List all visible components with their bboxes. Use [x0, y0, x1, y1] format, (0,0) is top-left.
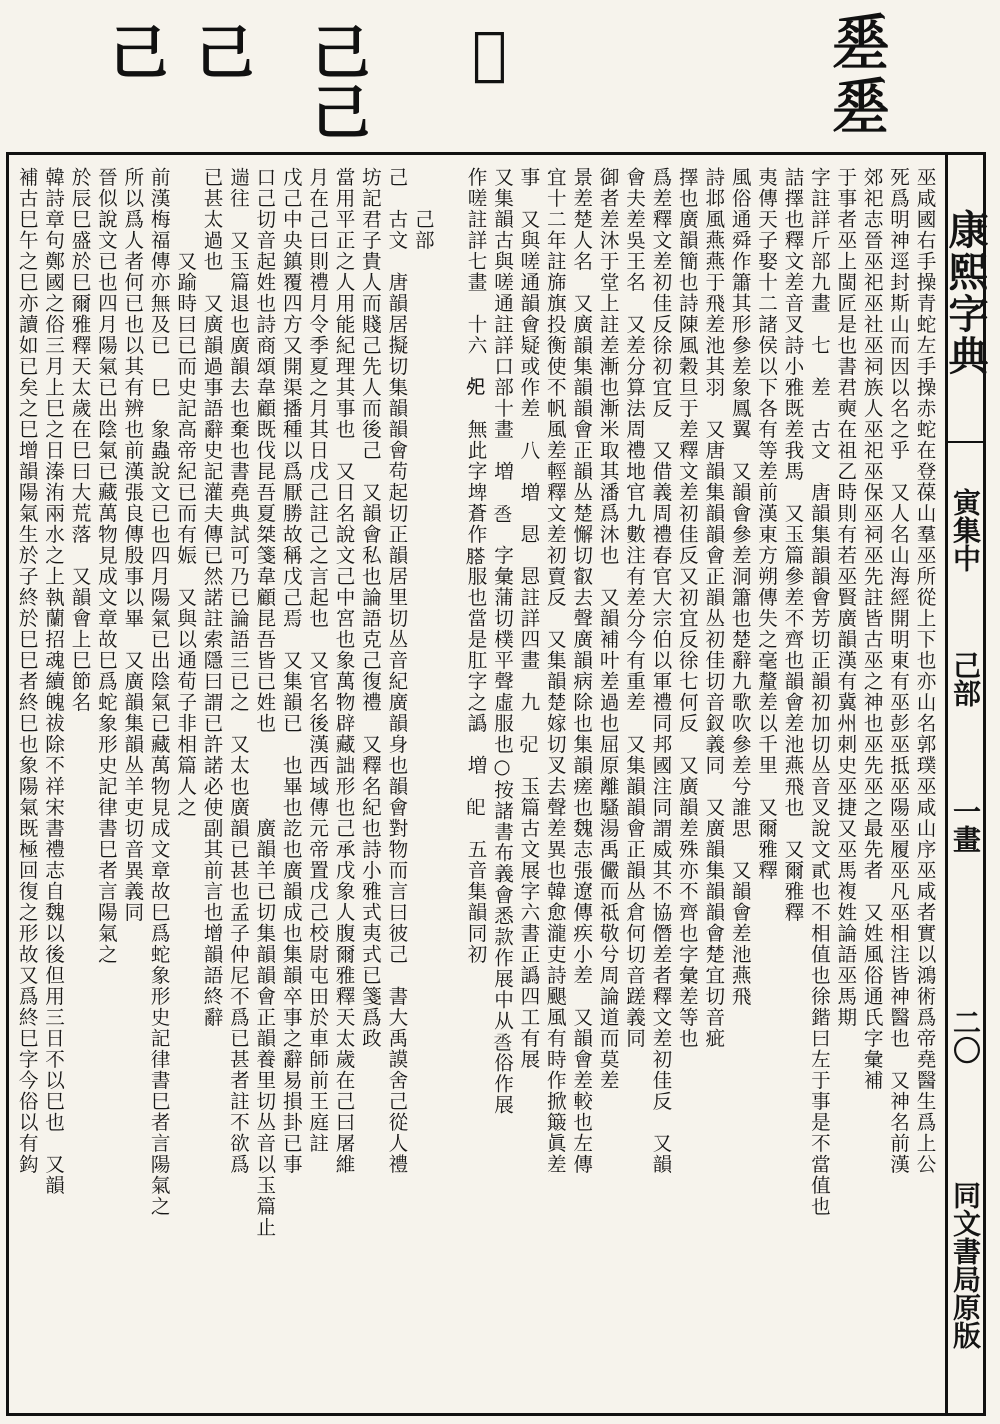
text-column: 口己切音起姓也詩商頌韋顧既伐昆吾夏桀箋韋顧昆吾皆已姓也 廣韻羊已切集韻韻會正韻養里切丛音以玉篇止: [252, 167, 276, 1238]
text-column: 韓詩章句鄭國之俗三月上巳之日溱洧兩水之上執蘭招魂續魄祓除不祥宋書禮志自魏以後但用三日不以巳也 又韻: [41, 167, 65, 1196]
page-frame: [6, 152, 989, 1416]
text-column: 死爲明神逕封斯山而因以名之乎 又人名山海經開明東有巫彭巫抵巫陽巫履巫凡巫相注皆神醫也 又神名前漢: [886, 167, 910, 1175]
text-column: 所以爲人者何已也以其有辨也前漢張良傳殷事以畢 又廣韻集韻丛羊吏切音異義同: [120, 167, 144, 923]
text-column: 於辰巳盛於巳爾雅釋天太歲在巳曰大荒落 又韻會上巳節名: [68, 167, 91, 713]
text-column: 會夫差吳王名 又差分算法周禮地官九數注有差分今有重差 又集韻韻會正韻丛倉何切音蹉義同: [622, 167, 646, 1049]
text-column: 巫咸國右手操青蛇左手操赤蛇在登葆山羣巫所從上下也亦山名郭璞巫咸山序巫咸者實以鴻術爲帝堯醫生爲上公: [913, 167, 936, 1175]
seal-glyph-top-left-4: 己: [110, 19, 169, 87]
sidebar-page-number: 二〇: [949, 1008, 982, 1064]
sidebar-divider-1: [948, 441, 983, 443]
seal-glyph-top-right-2: 𢀩: [831, 73, 890, 141]
text-column: 字註詳斤部九畫 七 差 古文 唐韻集韻韻會芳切正韻初加切丛音叉說文貳也不相值也徐鍇曰左于事是不當值也: [807, 167, 831, 1217]
text-column: 擇也廣韻簡也詩陳風穀旦于差釋文差初佳反又初宜反徐七何反 又廣韻差殊亦不齊也字彙差等也: [675, 167, 699, 1049]
text-column: 夷傳天子娶十二諸侯以下各有等差前漢東方朔傳失之毫釐差以千里 又爾雅釋: [754, 167, 778, 881]
page-sidebar: [942, 155, 989, 1413]
sidebar-publisher: 同文書局原版: [949, 1181, 982, 1349]
sidebar-section: 寅集中: [949, 488, 982, 572]
text-column: 又集韻古與嗟通註詳口部十畫 増 𢀷 字彙蒲切樸平聲虛服也○按諸書布義會悉款作展中从𢀷俗作展: [490, 167, 514, 1116]
text-column: 事 又與嗟通韻會疑或作差 八 増 㤙 㤙註詳四畫 九 𢀶 玉篇古文展字六書正譌四工有展: [516, 167, 540, 1070]
text-column: 晉似說文已也四月陽氣已出陰氣已藏萬物見成文章故巳爲蛇象形史記律書巳者言陽氣之: [94, 167, 118, 965]
dictionary-text-body: [9, 155, 947, 1413]
text-column: 己 古文 唐韻居擬切集韻韻會苟起切正韻居里切丛音紀廣韻身也韻會對物而言曰彼己 書大禹謨舍己從人禮: [384, 167, 408, 1175]
seal-glyph-top-right-1: 𢀩: [831, 9, 890, 77]
seal-glyph-top-left-3: 己: [196, 19, 255, 87]
text-column: 前漢梅福傳亦無及已 巳 象蟲說文已也四月陽氣已出陰氣已藏萬物見成文章故巳爲蛇象形史記律書巳者言陽氣之: [147, 167, 171, 1217]
text-column: 月在己曰則禮月令季夏之月其日戊己註己之言起也 又官名後漢西域傳元帝置戊己校尉屯田於車師前王庭註: [305, 167, 329, 1154]
text-column: 補古巳午之巳亦讀如已矣之巳增韻陽氣生於子終於巳巳者終巳也象陽氣既極回復之形故又爲終巳字今俗以有鈎: [15, 167, 39, 1175]
text-column: [437, 167, 463, 1405]
text-column: 爲差釋文差初佳反徐初宜反 又借義周禮春官大宗伯以軍禮同邦國注同謂威其不協僭差者釋文差初佳反 又韻: [648, 167, 672, 1175]
text-column: 詩邶風燕燕于飛差池其羽 又唐韻集韻韻會正韻丛初佳切音釵義同 又廣韻集韻韻會楚宜切音疵: [701, 167, 725, 1049]
text-column: 當用平正之人用能紀理其事也 又日名說文己中宮也象萬物辟藏詘形也己承戊象人腹爾雅釋天太歲在己曰屠維: [332, 167, 356, 1175]
sidebar-radical: 己部: [949, 651, 982, 707]
text-column: 宜十二年註旆旗投衡使不帆風差輕釋文差初賣反 又集韻楚嫁切叉去聲差異也韓愈瀧吏詩颶風有時作掀簸眞差: [543, 167, 567, 1175]
text-column: 已甚太過也 又廣韻過事語辭史記灌夫傳已然諾註索隱曰謂已許諾必使副其前言也增韻語終辭: [200, 167, 224, 1028]
text-column: 遄往 又玉篇退也廣韻去也棄也書堯典試可乃已論語三已之 又太也廣韻已甚也孟子仲尼不爲已甚者註不欲爲: [226, 167, 250, 1175]
sidebar-strokes: 一畫: [949, 797, 982, 853]
text-column: 風俗通舜作簫其形參差象鳳翼 又韻會參差洞簫也楚辭九歌吹參差兮誰思 又韻會差池燕飛: [728, 167, 752, 1007]
text-column: 戊己中央鎮覆四方又開渠播種以爲厭勝故稱戊己焉 又集韻已 也畢也訖也廣韻成也集韻卒事之辭易損卦已事: [279, 167, 303, 1175]
text-column: 又踰時曰已而史記高帝紀已而有娠 又與以通荀子非相篇人之: [173, 167, 197, 818]
text-column: 御者差沐于堂上註差漸也漸米取其潘爲沐也 又韻補叶差過也屈原離騷湯禹儼而祗敬兮周論道而莫差: [596, 167, 620, 1091]
text-column: 景差楚人名 又廣韻集韻韻會正韻丛楚懈切叡去聲廣韻病除也集韻瘥也魏志張遼傳疾小差 又韻會差較也左傳: [569, 167, 593, 1175]
text-column: 于事者巫上閩匠是也書君奭在祖乙時則有若巫賢廣韻漢有冀州刺史巫捷又巫馬複姓論語巫馬期: [833, 167, 857, 1028]
text-column: 作嗟註詳七畫 十六 𢀸 無此字埤蒼作𦞂服也當是肛字之譌 増 𢀹 五音集韻同初: [464, 167, 488, 965]
sidebar-title: 康熙字典: [942, 209, 989, 377]
seal-glyph-top-left-1: 己: [312, 19, 371, 87]
text-column: 詰擇也釋文差音叉詩小雅既差我馬 又玉篇參差不齊也韻會差池燕飛也 又爾雅釋: [780, 167, 804, 923]
seal-glyph-top-center: 𢀨: [472, 19, 507, 87]
text-column: 坊記君子貴人而賤己先人而後己 又韻會私也論語克己復禮 又釋名紀也詩小雅式夷式已箋爲政: [358, 167, 382, 1049]
text-column: 郊祀志晉巫祀巫社巫祠族人巫祀巫保巫祠巫先註皆古巫之神也巫先巫之最先者 又姓風俗通氏字彙補: [860, 167, 884, 1091]
text-column: 己部: [411, 167, 435, 251]
seal-glyph-top-left-2: 己: [312, 79, 371, 147]
